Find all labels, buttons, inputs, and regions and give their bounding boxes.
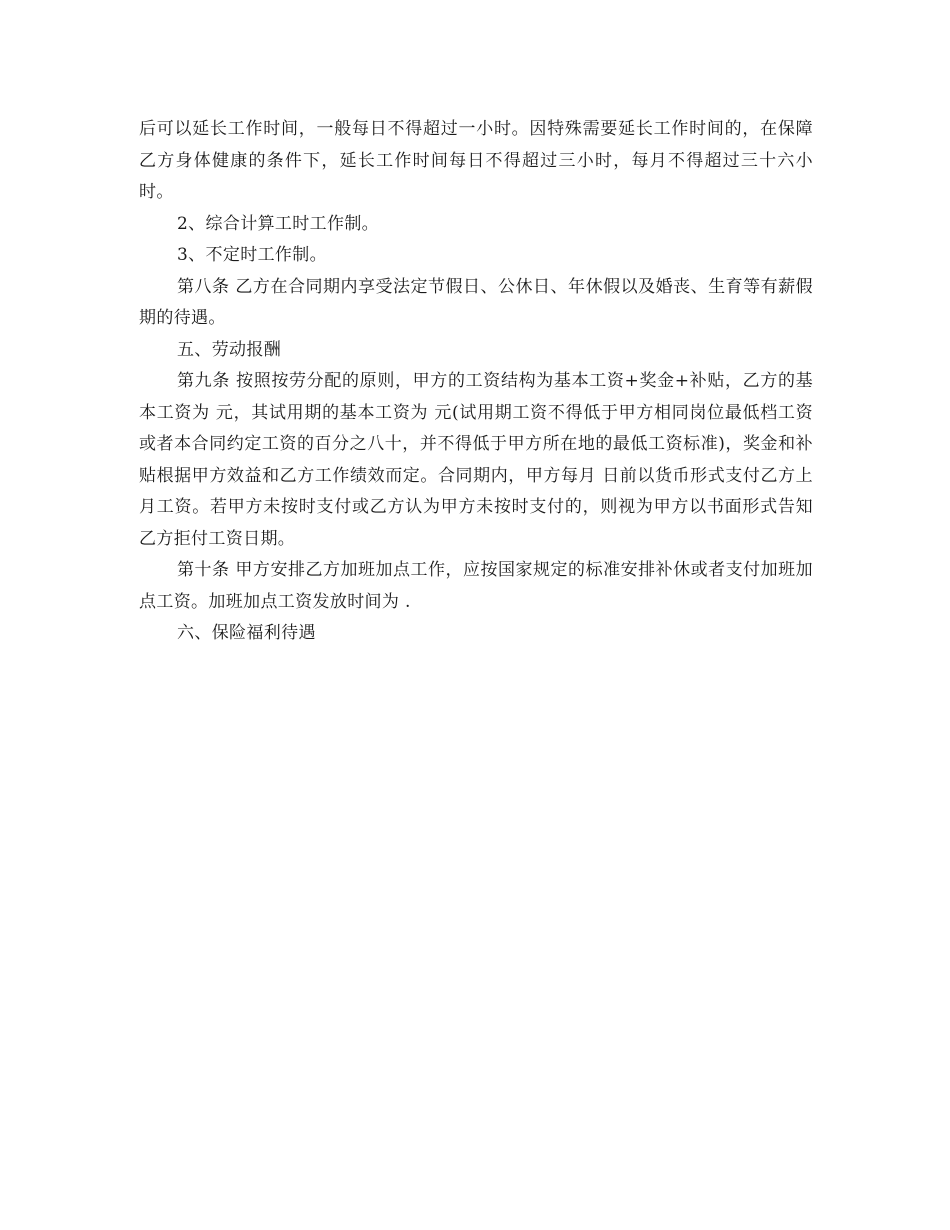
section-heading-remuneration: 五、劳动报酬 [177, 339, 282, 360]
section-heading-insurance-welfare: 六、保险福利待遇 [177, 623, 316, 643]
paragraph-overtime-continuation: 后可以延长工作时间，一般每日不得超过一小时。因特殊需要延长工作时间的，在保障乙方身体健康的条件下，延长工作时间每日不得超过三小时，每月不得超过三十六小时。 [139, 119, 813, 202]
paragraph-comprehensive-hours: 2、综合计算工时工作制。 [177, 213, 380, 234]
paragraph-flexible-hours: 3、不定时工作制。 [177, 245, 327, 265]
paragraph-article-10: 第十条 甲方安排乙方加班加点工作，应按国家规定的标准安排补休或者支付加班加点工资。加班加点工资发放时间为 . [139, 560, 813, 612]
paragraph-article-9: 第九条 按照按劳分配的原则，甲方的工资结构为基本工资+奖金+补贴，乙方的基本工资为 元，其试用期的基本工资为 元(试用期工资不得低于甲方相同岗位最低档工资或者本合同约定工资的百分之八十，并不得低于甲方所在地的最低工资标准)，奖金和补贴根据甲方效益和乙方工作绩效而定。合同期内，甲方每月 日前以货币形式支付乙方上月工资。若甲方未按时支付或乙方认为甲方未按时支付的，则视为甲方以书面形式告知乙方拒付工资日期。 [139, 371, 813, 549]
document-body [139, 114, 813, 650]
paragraph-article-8: 第八条 乙方在合同期内享受法定节假日、公休日、年休假以及婚丧、生育等有薪假期的待遇。 [139, 276, 813, 328]
